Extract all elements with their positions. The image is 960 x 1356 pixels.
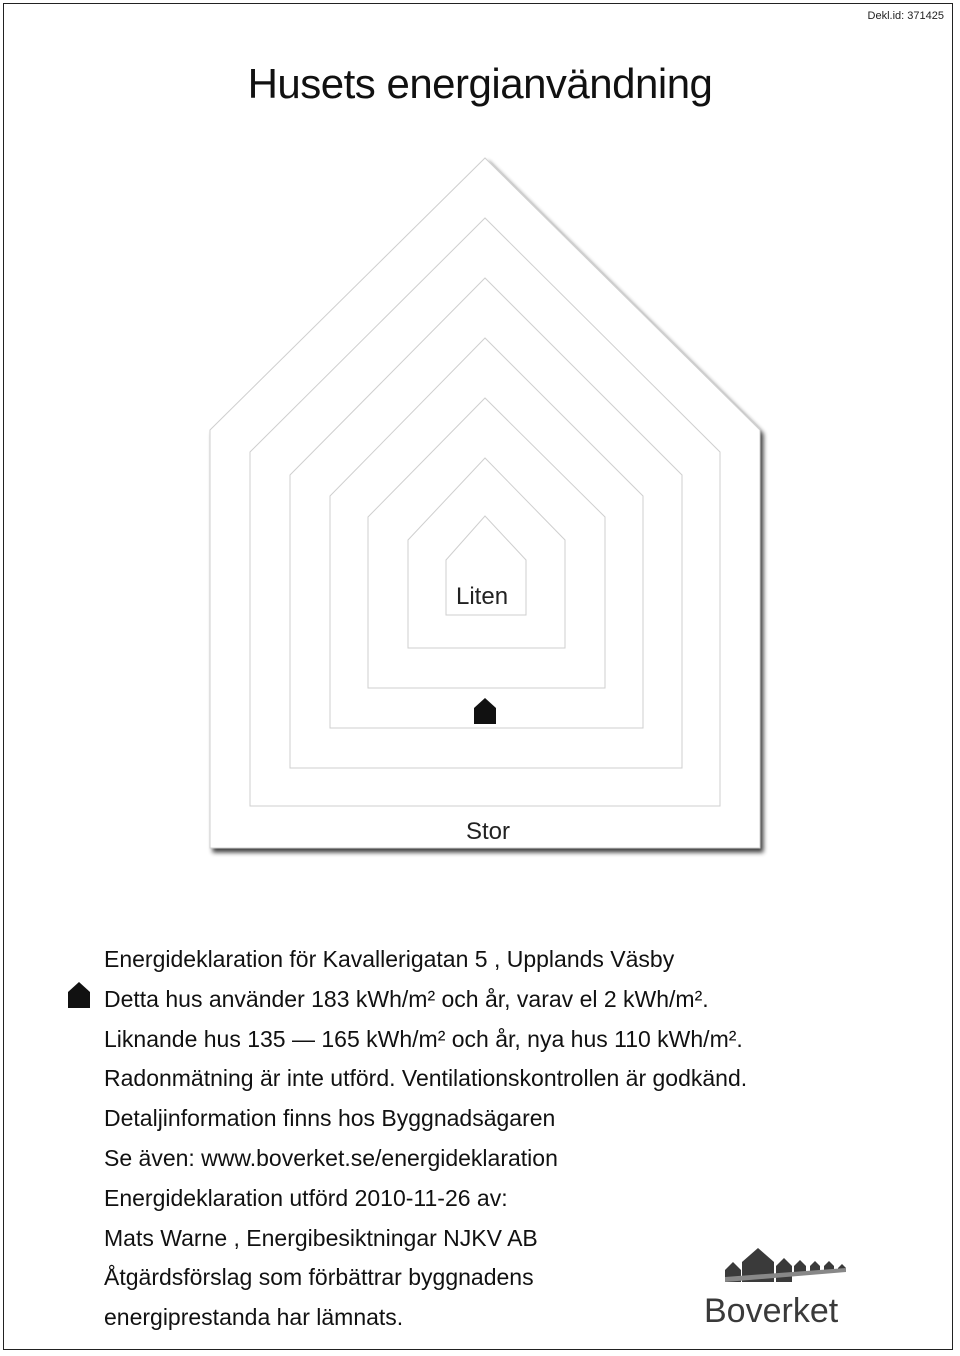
logo-text: Boverket bbox=[704, 1292, 839, 1330]
house-icon bbox=[474, 698, 496, 724]
house-icon bbox=[68, 982, 90, 1008]
measures-line-2: energiprestanda har lämnats. bbox=[104, 1304, 404, 1331]
measures-line-1: Åtgärdsförslag som förbättrar byggnadens bbox=[104, 1264, 534, 1291]
address-line: Energideklaration för Kavallerigatan 5 , Upplands Väsby bbox=[104, 946, 675, 972]
boverket-logo bbox=[700, 1242, 850, 1332]
radon-line: Radonmätning är inte utförd. Ventilationskontrollen är godkänd. bbox=[104, 1065, 748, 1092]
details-line: Detaljinformation finns hos Byggnadsägaren bbox=[104, 1105, 556, 1132]
scale-label-small: Liten bbox=[456, 583, 509, 610]
performer-line: Mats Warne , Energibesiktningar NJKV AB bbox=[104, 1224, 538, 1251]
scale-label-large: Stor bbox=[466, 818, 511, 845]
comparison-line: Liknande hus 135 — 165 kWh/m² och år, nya hus 110 kWh/m². bbox=[104, 1025, 743, 1052]
declaration-info bbox=[104, 940, 747, 1338]
usage-line: Detta hus använder 183 kWh/m² och år, varav el 2 kWh/m². bbox=[104, 985, 709, 1012]
performed-line: Energideklaration utförd 2010-11-26 av: bbox=[104, 1184, 508, 1211]
declaration-id: Dekl.id: 371425 bbox=[867, 10, 944, 22]
page-title: Husets energianvändning bbox=[247, 60, 713, 107]
see-also-line: Se även: www.boverket.se/energideklaration bbox=[104, 1144, 558, 1171]
